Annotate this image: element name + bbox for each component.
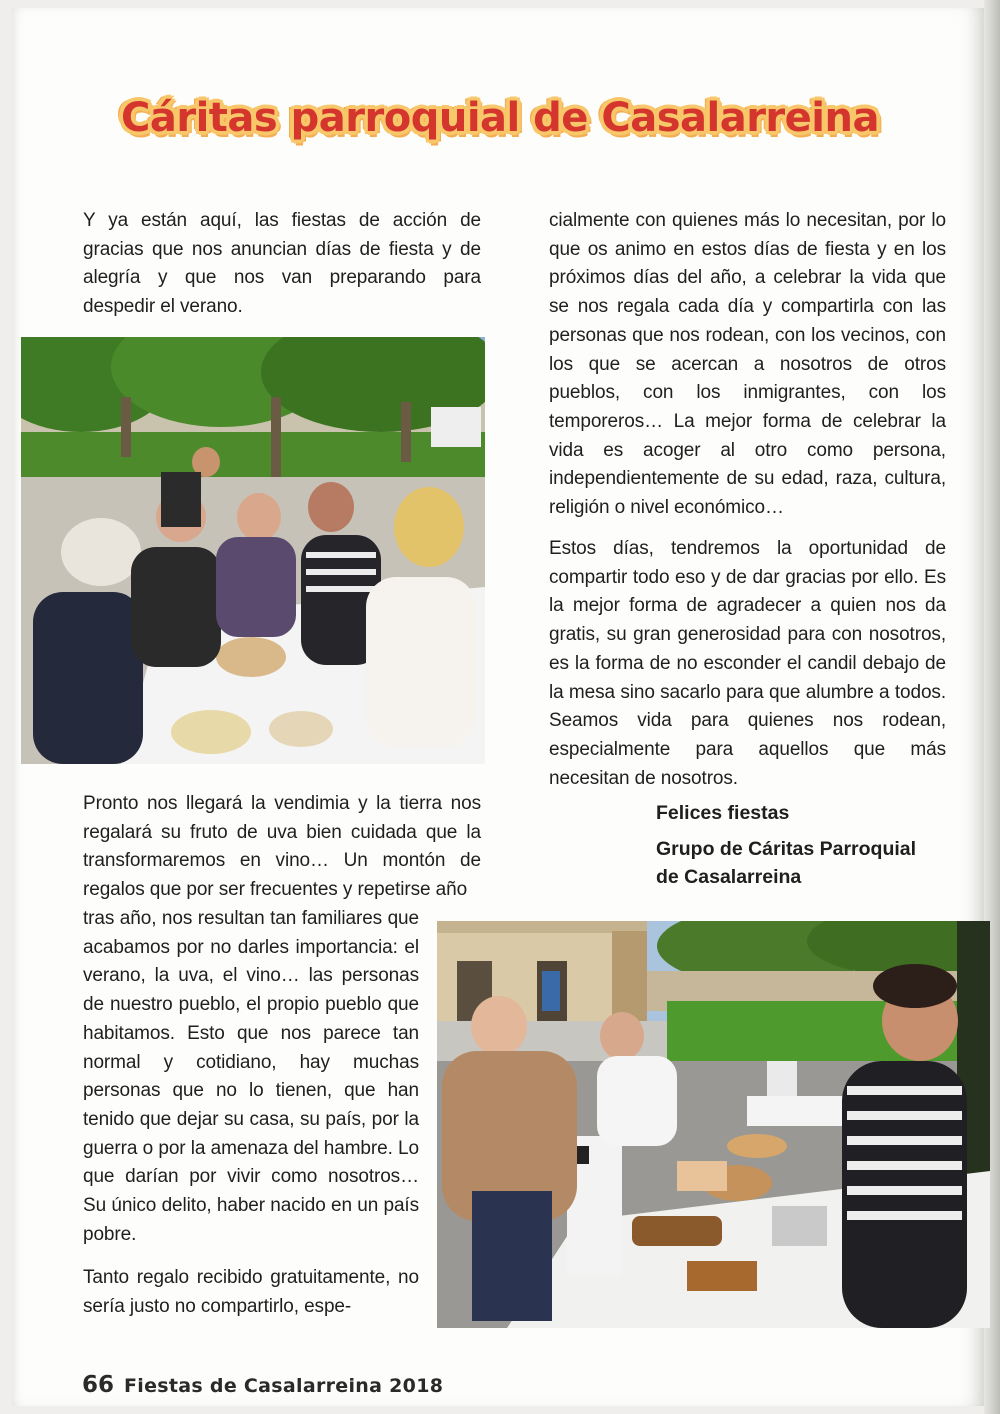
article-title: Cáritas parroquial de Casalarreina — [121, 95, 879, 141]
photo-volunteers-table — [21, 337, 485, 764]
signature-town: de Casalarreina — [656, 866, 802, 888]
signature-group: Grupo de Cáritas Parroquial — [656, 838, 917, 860]
paragraph-intro: Y ya están aquí, las fiestas de acción de gracias que nos anuncian días de fiesta y de alegría y que nos van preparando para despedir el verano. — [83, 210, 481, 318]
page-footer — [82, 1372, 443, 1398]
paragraph-agradecer: Estos días, tendremos la oportunidad de compartir todo eso y de dar gracias por ello. Es la mejor forma de agradecer a quien nos da gratis, su gran generosidad para con nosotros, es la forma de no esconder el candil debajo de la mesa sino sacarlo para que alumbre a todos. Seamos vida para quienes nos rodean, especialmente para aquellos que más necesitan de nosotros. — [549, 538, 946, 789]
paragraph-celebrar-vida: cialmente con quienes más lo necesitan, por lo que os animo en estos días de fiesta y en los próximos días del año, a celebrar la vida que se nos regala cada día y compartirla con las personas que nos rodean, con los vecinos, con los que se acercan a nosotros de otros pueblos, con los inmigrantes, con los temporeros… La mejor forma de celebrar la vida es acoger al otro como persona, independientemente de su edad, raza, cultura, religión o nivel económico… — [549, 210, 946, 519]
paragraph-regalos: tras año, nos resultan tan familiares que acabamos por no darles importancia: el verano, la uva, el vino… las personas de nuestro pueblo, el propio pueblo que habitamos. Esto que nos parece tan normal y cotidiano, hay muchas personas que no lo tienen, que han tenido que dejar su casa, su país, por la guerra o por la amenaza del hambre. Lo que darían por vivir como nosotros… Su único delito, haber nacido en un país pobre. — [83, 908, 419, 1245]
paragraph-compartir: Tanto regalo recibido gratuitamente, no sería justo no compartirlo, espe- — [83, 1267, 419, 1317]
photo-volunteers-stall — [437, 921, 990, 1328]
paragraph-vendimia: Pronto nos llegará la vendimia y la tierra nos regalará su fruto de uva bien cuidada que la transformaremos en vino… Un montón de regalos que por ser frecuentes y repetirse año — [83, 793, 481, 901]
signature-greeting: Felices fiestas — [656, 802, 790, 824]
page-number: 66 — [82, 1372, 115, 1398]
publication-name: Fiestas de Casalarreina 2018 — [124, 1375, 444, 1397]
